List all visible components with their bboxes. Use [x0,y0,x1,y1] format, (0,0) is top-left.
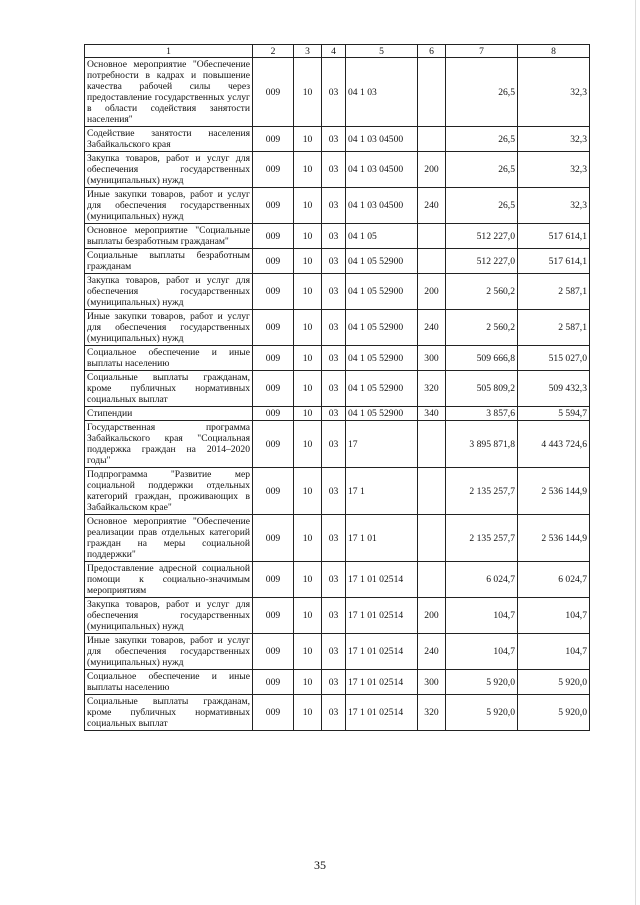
cell-section: 10 [294,188,322,224]
cell-amount-year2: 515 027,0 [518,346,590,371]
header-col-2: 2 [253,45,294,58]
cell-section: 10 [294,224,322,249]
cell-ministry-code: 009 [253,371,294,407]
cell-subsection: 03 [322,274,346,310]
cell-target-article: 04 1 05 52900 [346,346,418,371]
table-row [85,670,590,695]
cell-description: Содействие занятости населения Забайкальского края [85,127,253,152]
cell-ministry-code: 009 [253,249,294,274]
page-number: 35 [314,858,326,872]
header-col-8: 8 [518,45,590,58]
cell-amount-year1: 509 666,8 [446,346,518,371]
cell-target-article: 17 1 01 [346,515,418,562]
cell-ministry-code: 009 [253,152,294,188]
cell-description: Основное мероприятие "Обеспечение реализации прав отдельных категорий граждан на меры социальной поддержки" [85,515,253,562]
cell-ministry-code: 009 [253,310,294,346]
table-row [85,371,590,407]
cell-amount-year1: 3 895 871,8 [446,421,518,468]
cell-ministry-code: 009 [253,562,294,598]
cell-expense-type: 240 [418,310,446,346]
cell-target-article: 04 1 05 52900 [346,274,418,310]
cell-subsection: 03 [322,310,346,346]
cell-target-article: 17 [346,421,418,468]
cell-subsection: 03 [322,421,346,468]
cell-expense-type: 300 [418,670,446,695]
cell-amount-year2: 32,3 [518,152,590,188]
cell-description: Основное мероприятие "Обеспечение потребности в кадрах и повышение качества рабочей силы через предоставление государственных услуг в области содействия занятости населения" [85,58,253,127]
cell-amount-year2: 32,3 [518,127,590,152]
cell-expense-type: 300 [418,346,446,371]
page-edge-shadow [635,0,636,905]
cell-amount-year2: 6 024,7 [518,562,590,598]
table-header-row [85,45,590,58]
cell-amount-year2: 2 536 144,9 [518,468,590,515]
cell-amount-year1: 26,5 [446,188,518,224]
cell-target-article: 04 1 05 [346,224,418,249]
cell-amount-year1: 3 857,6 [446,407,518,421]
cell-subsection: 03 [322,58,346,127]
cell-target-article: 17 1 01 02514 [346,598,418,634]
cell-amount-year1: 104,7 [446,634,518,670]
cell-ministry-code: 009 [253,421,294,468]
cell-target-article: 17 1 01 02514 [346,670,418,695]
cell-expense-type [418,421,446,468]
cell-expense-type: 200 [418,598,446,634]
table-row [85,127,590,152]
cell-target-article: 04 1 05 52900 [346,310,418,346]
table-row [85,310,590,346]
cell-subsection: 03 [322,188,346,224]
cell-subsection: 03 [322,670,346,695]
cell-description: Социальное обеспечение и иные выплаты населению [85,346,253,371]
cell-description: Социальные выплаты гражданам, кроме публичных нормативных социальных выплат [85,695,253,731]
cell-description: Социальные выплаты безработным гражданам [85,249,253,274]
cell-amount-year1: 2 560,2 [446,274,518,310]
budget-table [84,44,590,731]
cell-description: Иные закупки товаров, работ и услуг для обеспечения государственных (муниципальных) нужд [85,634,253,670]
cell-section: 10 [294,249,322,274]
cell-section: 10 [294,346,322,371]
cell-expense-type: 200 [418,152,446,188]
header-col-5: 5 [346,45,418,58]
header-col-1: 1 [85,45,253,58]
cell-amount-year2: 32,3 [518,188,590,224]
cell-amount-year1: 2 135 257,7 [446,468,518,515]
cell-section: 10 [294,598,322,634]
cell-ministry-code: 009 [253,224,294,249]
cell-amount-year2: 517 614,1 [518,249,590,274]
cell-section: 10 [294,310,322,346]
cell-amount-year2: 517 614,1 [518,224,590,249]
cell-subsection: 03 [322,371,346,407]
header-col-6: 6 [418,45,446,58]
cell-amount-year1: 5 920,0 [446,670,518,695]
cell-section: 10 [294,421,322,468]
cell-section: 10 [294,670,322,695]
cell-section: 10 [294,371,322,407]
cell-amount-year1: 5 920,0 [446,695,518,731]
cell-section: 10 [294,58,322,127]
cell-target-article: 04 1 03 04500 [346,152,418,188]
cell-amount-year2: 5 594,7 [518,407,590,421]
table-row [85,515,590,562]
cell-subsection: 03 [322,152,346,188]
cell-section: 10 [294,407,322,421]
header-col-7: 7 [446,45,518,58]
cell-amount-year2: 4 443 724,6 [518,421,590,468]
cell-ministry-code: 009 [253,598,294,634]
cell-amount-year1: 2 135 257,7 [446,515,518,562]
cell-amount-year2: 2 587,1 [518,310,590,346]
cell-amount-year1: 505 809,2 [446,371,518,407]
table-row [85,58,590,127]
cell-section: 10 [294,274,322,310]
cell-amount-year1: 26,5 [446,127,518,152]
header-col-3: 3 [294,45,322,58]
cell-amount-year2: 5 920,0 [518,670,590,695]
cell-description: Стипендии [85,407,253,421]
cell-expense-type [418,249,446,274]
cell-description: Основное мероприятие "Социальные выплаты безработным гражданам" [85,224,253,249]
cell-subsection: 03 [322,407,346,421]
cell-expense-type: 320 [418,371,446,407]
cell-subsection: 03 [322,515,346,562]
cell-amount-year1: 26,5 [446,58,518,127]
cell-ministry-code: 009 [253,188,294,224]
cell-description: Социальное обеспечение и иные выплаты населению [85,670,253,695]
cell-expense-type [418,562,446,598]
table-row [85,468,590,515]
cell-amount-year1: 104,7 [446,598,518,634]
cell-subsection: 03 [322,598,346,634]
cell-target-article: 04 1 03 04500 [346,127,418,152]
cell-description: Иные закупки товаров, работ и услуг для обеспечения государственных (муниципальных) нужд [85,188,253,224]
cell-section: 10 [294,634,322,670]
cell-description: Социальные выплаты гражданам, кроме публичных нормативных социальных выплат [85,371,253,407]
cell-target-article: 04 1 03 04500 [346,188,418,224]
table-row [85,598,590,634]
cell-target-article: 04 1 05 52900 [346,249,418,274]
cell-ministry-code: 009 [253,346,294,371]
cell-ministry-code: 009 [253,634,294,670]
cell-amount-year1: 512 227,0 [446,249,518,274]
cell-amount-year2: 509 432,3 [518,371,590,407]
cell-amount-year1: 26,5 [446,152,518,188]
cell-section: 10 [294,468,322,515]
cell-expense-type: 340 [418,407,446,421]
cell-subsection: 03 [322,695,346,731]
cell-target-article: 17 1 01 02514 [346,695,418,731]
cell-section: 10 [294,127,322,152]
cell-description: Закупка товаров, работ и услуг для обеспечения государственных (муниципальных) нужд [85,152,253,188]
cell-amount-year2: 2 536 144,9 [518,515,590,562]
cell-subsection: 03 [322,634,346,670]
cell-description: Предоставление адресной социальной помощи к социально-значимым мероприятиям [85,562,253,598]
cell-description: Государственная программа Забайкальского края "Социальная поддержка граждан на 2014–2020 годы" [85,421,253,468]
cell-section: 10 [294,562,322,598]
cell-expense-type [418,468,446,515]
cell-expense-type: 200 [418,274,446,310]
cell-expense-type: 240 [418,634,446,670]
cell-amount-year1: 6 024,7 [446,562,518,598]
table-row [85,421,590,468]
cell-target-article: 04 1 05 52900 [346,371,418,407]
cell-ministry-code: 009 [253,695,294,731]
table-row [85,249,590,274]
cell-section: 10 [294,152,322,188]
cell-subsection: 03 [322,468,346,515]
cell-section: 10 [294,695,322,731]
cell-subsection: 03 [322,224,346,249]
cell-amount-year2: 5 920,0 [518,695,590,731]
cell-ministry-code: 009 [253,670,294,695]
table-row [85,634,590,670]
table-row [85,407,590,421]
cell-amount-year2: 104,7 [518,598,590,634]
cell-description: Закупка товаров, работ и услуг для обеспечения государственных (муниципальных) нужд [85,598,253,634]
cell-amount-year1: 512 227,0 [446,224,518,249]
table-row [85,346,590,371]
cell-description: Закупка товаров, работ и услуг для обеспечения государственных (муниципальных) нужд [85,274,253,310]
cell-description: Подпрограмма "Развитие мер социальной поддержки отдельных категорий граждан, проживающих в Забайкальском крае" [85,468,253,515]
cell-expense-type: 320 [418,695,446,731]
cell-subsection: 03 [322,249,346,274]
cell-ministry-code: 009 [253,127,294,152]
cell-ministry-code: 009 [253,515,294,562]
table-row [85,224,590,249]
cell-subsection: 03 [322,346,346,371]
cell-subsection: 03 [322,127,346,152]
header-col-4: 4 [322,45,346,58]
cell-amount-year1: 2 560,2 [446,310,518,346]
cell-target-article: 17 1 01 02514 [346,562,418,598]
table-body [85,58,590,731]
cell-target-article: 17 1 [346,468,418,515]
cell-amount-year2: 32,3 [518,58,590,127]
table-row [85,562,590,598]
cell-expense-type: 240 [418,188,446,224]
cell-ministry-code: 009 [253,58,294,127]
table-row [85,695,590,731]
cell-amount-year2: 104,7 [518,634,590,670]
table-row [85,188,590,224]
cell-target-article: 04 1 03 [346,58,418,127]
cell-description: Иные закупки товаров, работ и услуг для обеспечения государственных (муниципальных) нужд [85,310,253,346]
table-row [85,274,590,310]
cell-ministry-code: 009 [253,274,294,310]
cell-ministry-code: 009 [253,407,294,421]
table-row [85,152,590,188]
cell-amount-year2: 2 587,1 [518,274,590,310]
cell-expense-type [418,127,446,152]
cell-section: 10 [294,515,322,562]
cell-expense-type [418,224,446,249]
cell-ministry-code: 009 [253,468,294,515]
cell-target-article: 04 1 05 52900 [346,407,418,421]
cell-expense-type [418,58,446,127]
cell-target-article: 17 1 01 02514 [346,634,418,670]
cell-expense-type [418,515,446,562]
cell-subsection: 03 [322,562,346,598]
